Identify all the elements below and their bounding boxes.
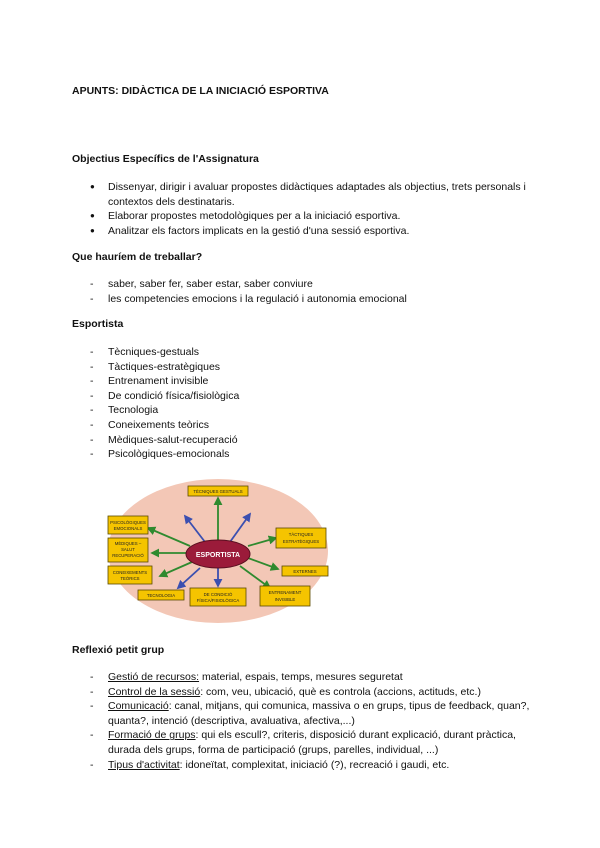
box-label: PSICOLÒGIQUES [110, 520, 146, 525]
box-label: FÍSICA/FISIOLÒGICA [196, 598, 240, 603]
box-label: TÈCNIQUES GESTUALS [193, 489, 243, 494]
box-label: SALUT [121, 547, 135, 552]
box-tactiques [276, 528, 326, 548]
item-label: Gestió de recursos: [108, 671, 200, 683]
list-item [90, 699, 530, 728]
box-label: ENTRENAMENT [268, 590, 302, 595]
list-item: - Tecnologia [90, 403, 530, 418]
box-psico [108, 516, 148, 534]
list-item [90, 685, 530, 700]
objectius-heading: Objectius Específics de l'Assignatura [72, 153, 259, 165]
box-label: ESTRATÈGIQUES [282, 539, 320, 544]
list-item [90, 728, 530, 757]
list-item [90, 670, 530, 685]
box-label: EXTERNES [293, 569, 317, 574]
item-text: : canal, mitjans, qui comunica, massiva o en grups, tipus de feedback, quan?, quanta?, intenció (descriptiva, avaluativa, afectiva,...) [108, 700, 530, 727]
box-label: TECNOLOGIA [146, 593, 176, 598]
box-coneixements [108, 566, 152, 584]
center-label: ESPORTISTA [195, 552, 241, 559]
treballar-list [90, 277, 530, 306]
esportista-heading: Esportista [72, 318, 124, 330]
list-item: - Entrenament invisible [90, 374, 530, 389]
objectius-list [90, 180, 530, 238]
item-label: Control de la sessió [108, 685, 201, 698]
box-label: CONEIXEMENTS [112, 570, 148, 575]
treballar-heading: Que hauríem de treballar? [72, 251, 203, 263]
list-item: - Tècniques-gestuals [90, 345, 530, 360]
esportista-list [90, 345, 530, 462]
list-item: - Coneixements teòrics [90, 418, 530, 433]
list-item: ● Dissenyar, dirigir i avaluar propostes didàctiques adaptades als objectius, trets personals i contextos dels destinataris. [90, 180, 530, 209]
page-title: APUNTS: DIDÀCTICA DE LA INICIACIÓ ESPORTIVA [72, 85, 329, 97]
item-text: material, espais, temps, mesures seguretat [199, 671, 403, 683]
list-item: - saber, saber fer, saber estar, saber conviure [90, 277, 530, 292]
item-label: Comunicació [108, 700, 169, 713]
box-label: TEÒRICS [120, 576, 140, 581]
box-label: INVISIBLE [274, 597, 296, 602]
list-item: - Psicològiques-emocionals [90, 447, 530, 462]
list-item: - Mèdiques-salut-recuperació [90, 433, 530, 448]
box-label: DE CONDICIÓ [203, 592, 233, 597]
list-item: - Tàctiques-estratègiques [90, 360, 530, 375]
item-text: : com, veu, ubicació, què es controla (accions, actituds, etc.) [200, 685, 481, 698]
box-label: MÈDIQUES – [114, 541, 142, 546]
list-item [90, 758, 530, 773]
esportista-diagram [100, 476, 332, 626]
item-label: Formació de grups [108, 729, 196, 742]
reflexio-heading: Reflexió petit grup [72, 644, 165, 656]
list-item: ● Analitzar els factors implicats en la gestió d'una sessió esportiva. [90, 224, 530, 239]
box-label: TÀCTIQUES [288, 532, 314, 537]
item-text: : idoneïtat, complexitat, iniciació (?), recreació i gaudi, etc. [179, 758, 450, 771]
box-condicio [190, 588, 246, 606]
item-text: : qui els escull?, criteris, disposició durant explicació, durant pràctica, durada dels grups, forma de participació (grups, parelles, individual, ...) [108, 729, 516, 756]
list-item: - De condició física/fisiològica [90, 389, 530, 404]
box-label: EMOCIONALS [113, 526, 143, 531]
list-item: - les competencies emocions i la regulació i autonomia emocional [90, 292, 530, 307]
reflexio-list [90, 670, 530, 772]
box-entrenament [260, 586, 310, 606]
list-item: ● Elaborar propostes metodològiques per a la iniciació esportiva. [90, 209, 530, 224]
box-label: RECUPERACIÓ [112, 553, 144, 558]
item-label: Tipus d'activitat [108, 758, 180, 771]
